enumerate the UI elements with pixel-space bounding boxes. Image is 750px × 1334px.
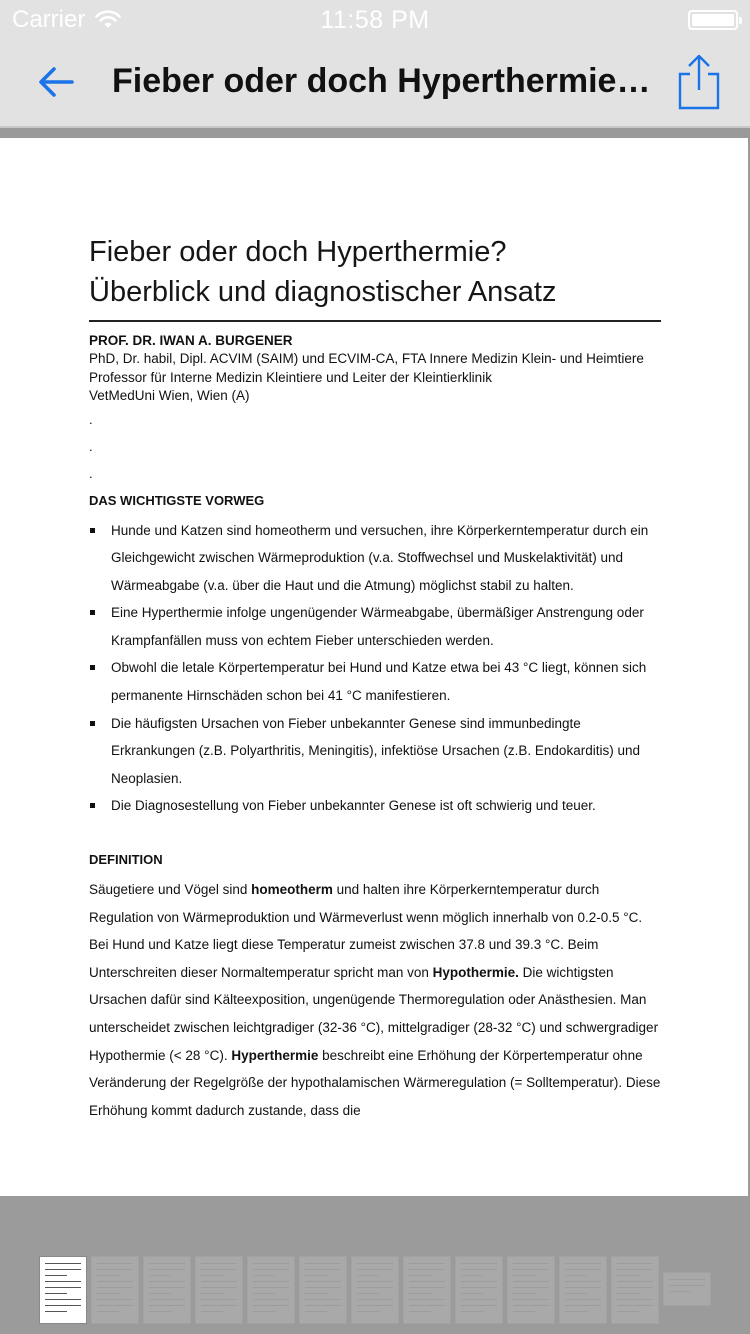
author-name: PROF. DR. IWAN A. BURGENER: [89, 333, 293, 348]
page-title: Fieber oder doch Hyperthermie…: [112, 62, 651, 100]
document-title: [89, 232, 661, 322]
battery-icon: [688, 10, 738, 30]
page-thumbnail[interactable]: [91, 1256, 139, 1324]
page-thumbnail[interactable]: [403, 1256, 451, 1324]
section-heading: DEFINITION: [89, 852, 163, 868]
key-points-list: [89, 517, 661, 821]
page-thumbnail[interactable]: [195, 1256, 243, 1324]
pdf-page[interactable]: [0, 138, 748, 1196]
list-item: Hunde und Katzen sind homeotherm und versuchen, ihre Körperkerntemperatur durch ein Gleichgewicht zwischen Wärmeproduktion (v.a. Stoffwechsel und Muskelaktivität) und Wärmeabgabe (v.a. über die Haut und die Atmung) möglichst stabil zu halten.: [89, 517, 661, 600]
affiliation-line: Professor für Interne Medizin Kleintiere und Leiter der Kleintierklinik: [89, 369, 492, 385]
title-line-2: Überblick und diagnostischer Ansatz: [89, 276, 557, 308]
spacer-dot: .: [89, 411, 93, 427]
navigation-bar: [0, 0, 750, 128]
definition-paragraph: Säugetiere und Vögel sind homeotherm und halten ihre Körperkerntemperatur durch Regulation von Wärmeproduktion und Wärmeverlust wenn möglich innerhalb von 0.2-0.5 °C. Bei Hund und Katze liegt diese Temperatur zumeist zwischen 37.8 und 39.3 °C. Beim Unterschreiten dieser Normaltemperatur spricht man von Hypothermie. Die wichtigsten Ursachen dafür sind Kälteexposition, ungenügende Thermoregulation oder Anästhesien. Man unterscheidet zwischen leichtgradiger (32-36 °C), mittelgradiger (28-32 °C) und schwergradiger Hypothermie (< 28 °C). Hyperthermie beschreibt eine Erhöhung der Körpertemperatur ohne Veränderung der Regelgröße der hypothalamischen Wärmeregulation (= Solltemperatur). Diese Erhöhung kommt dadurch zustande, dass die: [89, 882, 661, 1118]
page-thumbnail[interactable]: [611, 1256, 659, 1324]
page-thumbnail[interactable]: [143, 1256, 191, 1324]
carrier-label: Carrier: [12, 6, 86, 33]
title-line-1: Fieber oder doch Hyperthermie?: [89, 236, 507, 268]
document-content: [89, 232, 661, 1124]
clock: 11:58 PM: [320, 6, 430, 34]
back-arrow-icon[interactable]: [34, 60, 78, 104]
page-thumbnail[interactable]: [507, 1256, 555, 1324]
page-thumbnail[interactable]: [351, 1256, 399, 1324]
page-thumbnail[interactable]: [559, 1256, 607, 1324]
page-thumbnail[interactable]: [39, 1256, 87, 1324]
page-thumbnail-strip[interactable]: [0, 1196, 750, 1334]
page-thumbnail[interactable]: [247, 1256, 295, 1324]
share-icon[interactable]: [676, 54, 722, 110]
status-bar: [0, 0, 750, 40]
spacer-dot: .: [89, 465, 93, 481]
spacer-dot: .: [89, 438, 93, 454]
list-item: Eine Hyperthermie infolge ungenügender Wärmeabgabe, übermäßiger Anstrengung oder Krampfanfällen muss von echtem Fieber unterschieden werden.: [89, 599, 661, 654]
affiliation-line: VetMedUni Wien, Wien (A): [89, 388, 250, 403]
page-thumbnail[interactable]: [663, 1272, 711, 1306]
list-item: Die häufigsten Ursachen von Fieber unbekannter Genese sind immunbedingte Erkrankungen (z.B. Polyarthritis, Meningitis), infektiöse Ursachen (z.B. Endokarditis) und Neoplasien.: [89, 710, 661, 793]
list-item: Die Diagnosestellung von Fieber unbekannter Genese ist oft schwierig und teuer.: [89, 792, 661, 820]
page-thumbnail[interactable]: [455, 1256, 503, 1324]
list-item: Obwohl die letale Körpertemperatur bei Hund und Katze etwa bei 43 °C liegt, können sich permanente Hirnschäden schon bei 41 °C manifestieren.: [89, 654, 661, 709]
section-heading: DAS WICHTIGSTE VORWEG: [89, 492, 265, 508]
page-thumbnail[interactable]: [299, 1256, 347, 1324]
affiliation-line: PhD, Dr. habil, Dipl. ACVIM (SAIM) und ECVIM-CA, FTA Innere Medizin Klein- und Heimtiere: [89, 351, 644, 366]
